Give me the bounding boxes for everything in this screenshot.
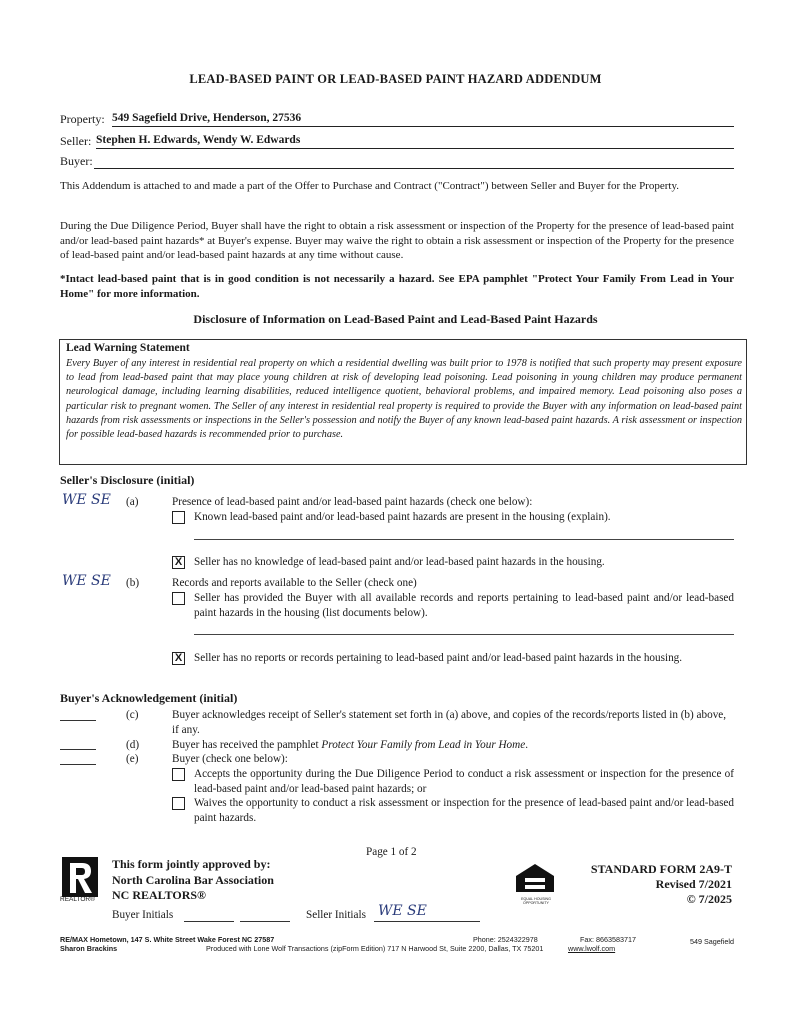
document-title: LEAD-BASED PAINT OR LEAD-BASED PAINT HAZARD ADDENDUM bbox=[189, 72, 602, 86]
item-d-text-post: . bbox=[525, 739, 528, 751]
seller-field[interactable] bbox=[96, 134, 734, 149]
lwolf-link[interactable]: www.lwolf.com bbox=[568, 944, 616, 953]
due-diligence-paragraph: During the Due Diligence Period, Buyer shall have the right to obtain a risk assessment or inspection of the Property for the presence of lead-based paint and/or lead-based paint hazards* at Buyer's expense. Buyer may waive the right to obtain a risk assessment or inspection of the Property for the presence of lead-based paint and/or lead-based paint hazards at any time without cause. bbox=[60, 220, 734, 261]
approved-line-1: This form jointly approved by: bbox=[112, 857, 271, 871]
property-field[interactable] bbox=[112, 112, 734, 127]
no-records-checkbox[interactable]: X bbox=[172, 652, 185, 665]
file-name: 549 Sagefield bbox=[690, 937, 734, 946]
item-c-text: Buyer acknowledges receipt of Seller's statement set forth in (a) above, and copies of the records/reports listed in (b) above, if any. bbox=[172, 709, 727, 736]
waives-opportunity-checkbox[interactable] bbox=[172, 797, 185, 810]
property-label: Property: bbox=[60, 112, 105, 126]
buyer-initials-d[interactable] bbox=[60, 749, 96, 750]
form-name: STANDARD FORM 2A9-T bbox=[590, 862, 732, 876]
buyer-ack-heading: Buyer's Acknowledgement (initial) bbox=[60, 691, 238, 705]
lead-warning-box bbox=[59, 339, 747, 465]
property-value: 549 Sagefield Drive, Henderson, 27536 bbox=[112, 112, 302, 124]
realtor-logo bbox=[62, 857, 98, 901]
no-records-label: Seller has no reports or records pertaining to lead-based paint and/or lead-based paint hazards in the housing. bbox=[194, 652, 683, 664]
item-d-text bbox=[172, 738, 734, 753]
buyer-initials-2[interactable] bbox=[240, 921, 290, 922]
item-a-letter: (a) bbox=[126, 496, 139, 508]
buyer-initials-1[interactable] bbox=[184, 921, 234, 922]
equal-housing-house-icon bbox=[514, 862, 556, 894]
office-phone: Phone: 2524322978 bbox=[473, 935, 538, 944]
buyer-field[interactable] bbox=[94, 154, 734, 169]
item-a-text: Presence of lead-based paint and/or lead-based paint hazards (check one below): bbox=[172, 496, 533, 508]
records-provided-checkbox[interactable] bbox=[172, 592, 185, 605]
waives-opportunity-label: Waives the opportunity to conduct a risk assessment or inspection for the presence of lead-based paint and/or lead-based paint hazards. bbox=[194, 797, 734, 824]
item-e-text: Buyer (check one below): bbox=[172, 753, 288, 765]
item-c-letter: (c) bbox=[126, 709, 139, 721]
warning-body: Every Buyer of any interest in residential real property on which a residential dwelling was built prior to 1978 is notified that such property may present exposure to lead from lead-based paint that may place young children at risk of developing lead poisoning. Lead poisoning in young children may produce permanent neurological damage, including learning disabilities, reduced intelligence quotient, behavioral problems, and impaired memory. Lead poisoning also poses a particular risk to pregnant women. The Seller of any interest in residential real property is required to provide the Buyer with any information on lead-based paint hazards from risk assessments or inspections in the Seller's possession and notify the Buyer of any known lead-based paint hazards. A risk assessment or inspection for possible lead-based hazards is recommended prior to purchase. bbox=[66, 358, 742, 441]
seller-value: Stephen H. Edwards, Wendy W. Edwards bbox=[96, 134, 301, 146]
warning-heading: Lead Warning Statement bbox=[66, 342, 190, 354]
no-knowledge-label: Seller has no knowledge of lead-based paint and/or lead-based paint hazards in the housing. bbox=[194, 556, 605, 568]
item-e-letter: (e) bbox=[126, 753, 139, 765]
item-b-letter: (b) bbox=[126, 577, 140, 589]
buyer-label: Buyer: bbox=[60, 154, 93, 168]
buyer-initials-c[interactable] bbox=[60, 720, 96, 721]
intact-paint-note: *Intact lead-based paint that is in good condition is not necessarily a hazard. See EPA pamphlet "Protect Your Family From Lead in Your Home" for more information. bbox=[60, 273, 734, 300]
no-knowledge-checkbox[interactable]: X bbox=[172, 556, 185, 569]
realtor-logo-text: REALTOR® bbox=[60, 896, 95, 903]
equal-housing-logo bbox=[514, 862, 556, 900]
item-d-letter: (d) bbox=[126, 739, 140, 751]
known-lead-checkbox[interactable] bbox=[172, 511, 185, 524]
seller-disclosure-heading: Seller's Disclosure (initial) bbox=[60, 473, 195, 487]
item-b-text: Records and reports available to the Seller (check one) bbox=[172, 577, 417, 589]
buyer-initials-label: Buyer Initials bbox=[112, 909, 174, 921]
office-fax: Fax: 8663583717 bbox=[580, 935, 636, 944]
records-provided-label: Seller has provided the Buyer with all available records and reports pertaining to lead-based paint and/or lead-based paint hazards in the housing (list documents below). bbox=[194, 592, 734, 619]
agent-name: Sharon Brackins bbox=[60, 944, 118, 953]
seller-initials-footer[interactable]: WE SE bbox=[378, 903, 427, 919]
accepts-opportunity-checkbox[interactable] bbox=[172, 768, 185, 781]
seller-initials-line[interactable] bbox=[374, 921, 480, 922]
item-d-text-pre: Buyer has received the pamphlet bbox=[172, 739, 322, 751]
seller-label: Seller: bbox=[60, 134, 92, 148]
explain-line[interactable] bbox=[194, 539, 734, 540]
page-number: Page 1 of 2 bbox=[366, 846, 417, 858]
produced-with: Produced with Lone Wolf Transactions (zipForm Edition) 717 N Harwood St, Suite 2200, Dallas, TX 75201 bbox=[206, 944, 544, 953]
approved-line-2: North Carolina Bar Association bbox=[112, 873, 274, 887]
seller-initials-b[interactable]: WE SE bbox=[62, 573, 111, 589]
equal-housing-text: EQUAL HOUSING OPPORTUNITY bbox=[521, 897, 551, 905]
intro-paragraph: This Addendum is attached to and made a part of the Offer to Purchase and Contract ("Contract") between Seller and Buyer for the Property. bbox=[60, 180, 679, 192]
realtor-r-icon bbox=[62, 857, 98, 901]
office-line: RE/MAX Hometown, 147 S. White Street Wake Forest NC 27587 bbox=[60, 935, 275, 944]
form-revised: Revised 7/2021 bbox=[655, 877, 732, 891]
pamphlet-title: Protect Your Family from Lead in Your Home bbox=[321, 739, 526, 751]
approved-line-3: NC REALTORS® bbox=[112, 888, 206, 902]
seller-initials-a[interactable]: WE SE bbox=[62, 492, 111, 508]
buyer-initials-e[interactable] bbox=[60, 764, 96, 765]
accepts-opportunity-label: Accepts the opportunity during the Due Diligence Period to conduct a risk assessment or inspection for the presence of lead-based paint and/or lead-based paint hazards; or bbox=[194, 768, 734, 795]
known-lead-label: Known lead-based paint and/or lead-based paint hazards are present in the housing (explain). bbox=[194, 511, 611, 523]
disclosure-title: Disclosure of Information on Lead-Based Paint and Lead-Based Paint Hazards bbox=[193, 312, 598, 326]
seller-initials-label: Seller Initials bbox=[306, 909, 366, 921]
documents-list-line[interactable] bbox=[194, 634, 734, 635]
form-copyright: © 7/2025 bbox=[686, 892, 732, 906]
